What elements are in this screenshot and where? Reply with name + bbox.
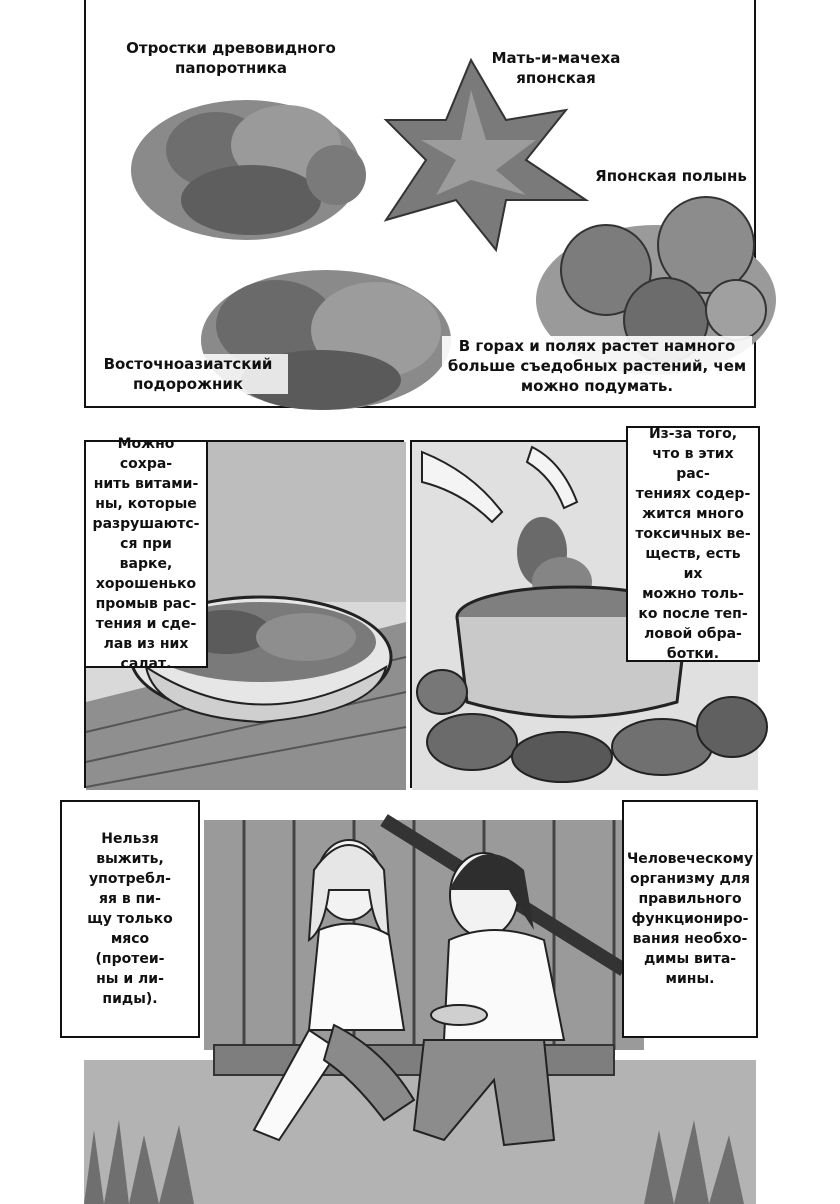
- wooden-wall: [204, 820, 644, 1050]
- meat-caption-box: [60, 800, 200, 1038]
- vitamins-caption: Человеческому организму для правильного функциониро- вания необхо- димы вита- мины.: [626, 851, 754, 987]
- panel-plants: [84, 0, 756, 408]
- fern-shoots-drawing: [131, 100, 366, 240]
- panel-eating: [84, 800, 756, 1204]
- salad-caption-box: [84, 436, 208, 672]
- edible-plants-note: В горах и полях растет намного больше съедобных растений, чем можно подумать.: [442, 336, 752, 396]
- fern-label: Отростки древовидного папоротника: [126, 39, 336, 77]
- panel-salad: [84, 436, 404, 788]
- cooking-caption-box: [626, 426, 760, 662]
- mugwort-label: Японская полынь: [595, 167, 747, 185]
- coltsfoot-label: Мать-и-мачеха японская: [491, 49, 621, 87]
- coltsfoot-drawing: [386, 60, 586, 250]
- salad-caption: Можно сохра- нить витами- ны, которые разрушаютс- ся при варке, хорошенько промыв рас- тения и сде- лав из них салат.: [92, 436, 200, 672]
- vitamins-caption-box: [622, 800, 758, 1038]
- cooking-caption: Из-за того, что в этих рас- тениях содер- жится много токсичных ве- ществ, есть их можно толь- ко после теп- ловой обра- ботки.: [635, 426, 751, 662]
- plantain-label: Восточноазиатский подорожник: [88, 354, 288, 394]
- panel-cooking: [410, 426, 756, 788]
- meat-caption: Нельзя выжить, употребл- яя в пи- щу только мясо (протеи- ны и ли- пиды).: [87, 831, 173, 1007]
